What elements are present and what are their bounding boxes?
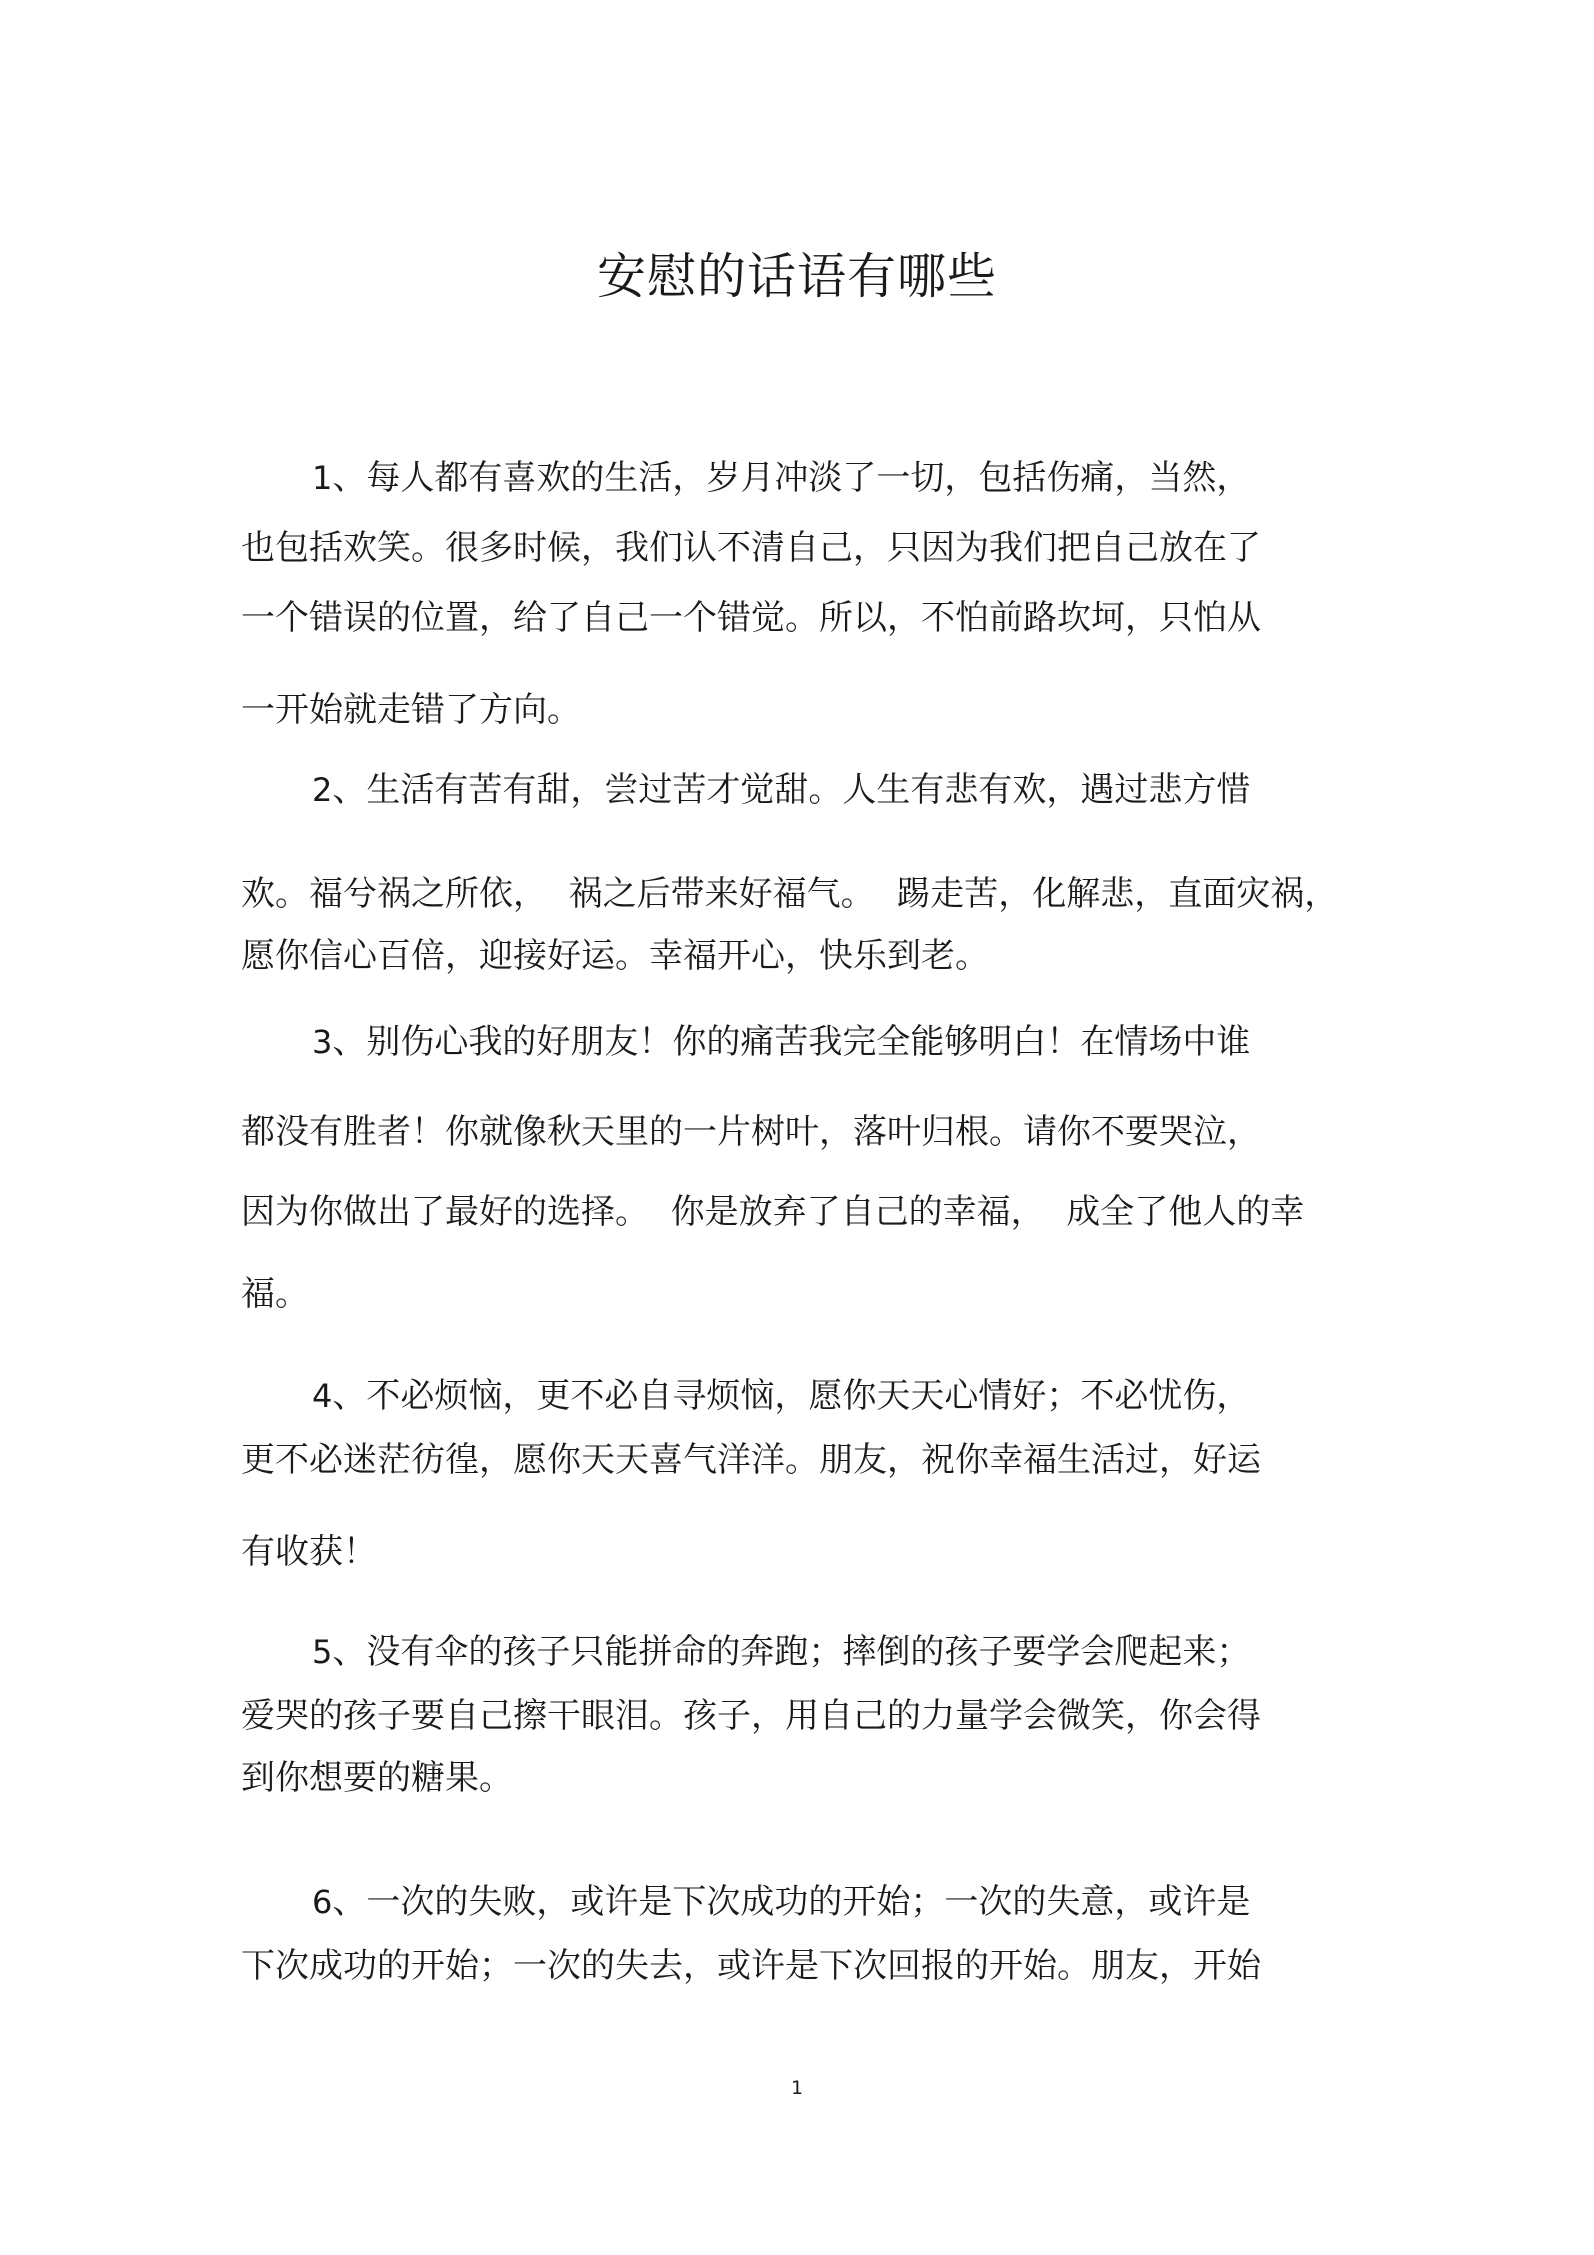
paragraph-2-line-2: 欢。福兮祸之所依， 祸之后带来好福气。 踢走苦，化解悲，直面灾祸， (241, 874, 1339, 914)
document-title: 安慰的话语有哪些 (596, 248, 997, 305)
paragraph-4-line-3: 有收获！ (241, 1532, 377, 1572)
paragraph-2-line-1: 2、生活有苦有甜，尝过苦才觉甜。人生有悲有欢，遇过悲方惜 (312, 770, 1251, 810)
paragraph-6-line-2: 下次成功的开始；一次的失去，或许是下次回报的开始。朋友，开始 (241, 1946, 1261, 1986)
paragraph-4-line-1: 4、不必烦恼，更不必自寻烦恼，愿你天天心情好；不必忧伤， (312, 1376, 1251, 1416)
paragraph-5-line-3: 到你想要的糖果。 (241, 1758, 513, 1798)
paragraph-1-line-1: 1、每人都有喜欢的生活，岁月冲淡了一切，包括伤痛，当然， (312, 458, 1251, 498)
paragraph-3-line-2: 都没有胜者！你就像秋天里的一片树叶，落叶归根。请你不要哭泣， (241, 1112, 1261, 1152)
paragraph-4-line-2: 更不必迷茫彷徨，愿你天天喜气洋洋。朋友，祝你幸福生活过，好运 (241, 1440, 1261, 1480)
paragraph-3-line-3: 因为你做出了最好的选择。 你是放弃了自己的幸福， 成全了他人的幸 (241, 1192, 1305, 1232)
paragraph-1-number: 1 (312, 459, 333, 497)
paragraph-5-line-1: 5、没有伞的孩子只能拼命的奔跑；摔倒的孩子要学会爬起来； (312, 1632, 1251, 1672)
paragraph-3-line-4: 福。 (241, 1274, 309, 1314)
paragraph-2-number: 2 (312, 771, 333, 809)
paragraph-2-line-3: 愿你信心百倍，迎接好运。幸福开心，快乐到老。 (241, 936, 989, 976)
paragraph-3-line-1: 3、别伤心我的好朋友！你的痛苦我完全能够明白！在情场中谁 (312, 1022, 1251, 1062)
paragraph-3-number: 3 (312, 1023, 333, 1061)
page-number: 1 (790, 2077, 804, 2099)
paragraph-5-line-2: 爱哭的孩子要自己擦干眼泪。孩子，用自己的力量学会微笑，你会得 (241, 1696, 1261, 1736)
paragraph-6-number: 6 (312, 1883, 333, 1921)
paragraph-1-line-4: 一开始就走错了方向。 (241, 690, 581, 730)
paragraph-5-number: 5 (312, 1633, 333, 1671)
paragraph-1-line-2: 也包括欢笑。很多时候，我们认不清自己，只因为我们把自己放在了 (241, 528, 1261, 568)
paragraph-1-line-3: 一个错误的位置，给了自己一个错觉。所以，不怕前路坎坷，只怕从 (241, 598, 1261, 638)
paragraph-6-line-1: 6、一次的失败，或许是下次成功的开始；一次的失意，或许是 (312, 1882, 1251, 1922)
paragraph-4-number: 4 (312, 1377, 333, 1415)
